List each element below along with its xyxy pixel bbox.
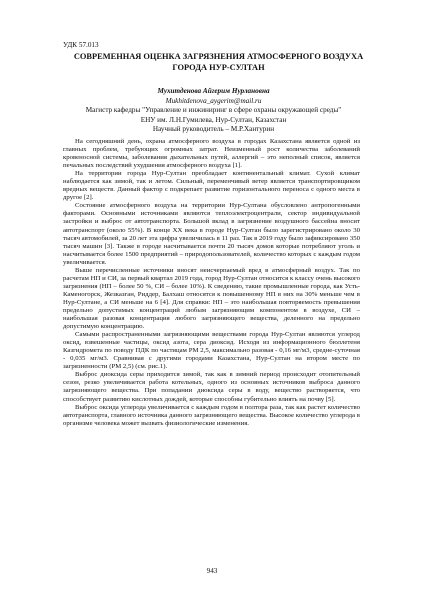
body-paragraph: Самыми распространенными загрязняющими веществами города Нур-Султан являются углерод оксид, взвешенные частицы, оксид азота, сера диоксид. Исходя из информационного бюллетеня Казгидромета по поводу ПДК по частицам РМ 2,5, максимально разовая - 0,16 мг/м3, средне-суточная - 0,035 мг/м3. Сравнивая с другими городами Казахстана, Нур-Султан на втором месте по загрязненности (РМ 2,5) (см. рис.1). <box>63 331 360 371</box>
scientific-supervisor: Научный руководитель – М.Р.Хантурин <box>152 125 275 134</box>
author-name: Мухитденова Айгерим Нурлановна <box>157 87 270 95</box>
page-number: 943 <box>206 567 218 575</box>
author-position: Магистр кафедры "Управление и инжиниринг в сфере охраны окружающей среды" <box>85 106 342 115</box>
body-paragraph: На сегодняшний день, охрана атмосферного воздуха в городах Казахстана является одной из главных проблем, требующих огромных затрат. Неизменный рост количества заболеваний кровеносной системы, заболевания дыхательных путей, аллергий – это неполный список, является печальных последствий ухудшения атмосферного воздуха [1]. <box>63 138 360 170</box>
author-block <box>40 87 387 135</box>
article-body <box>63 138 360 428</box>
author-affiliation: ЕНУ им. Л.Н.Гумилева, Нур-Султан, Казахстан <box>140 115 287 124</box>
body-paragraph: На территории города Нур-Султан преобладает континентальный климат. Сухой климат наблюдается как зимой, так и летом. Сильный, переменчивый ветер является транспортировщиком вредных веществ. Данный фактор с подкрепает развитие горизонтального переноса с одного места в другое [2]. <box>63 170 360 202</box>
udk-code: УДК 57.013 <box>63 41 99 49</box>
body-paragraph: Выше перечисленные источники вносят неисчерпаемый вред в атмосферный воздух. Так по расчетам НП и СИ, за первый квартал 2019 года, город Нур-Султан относится к классу очень высокого загрязнения (НП – более 50 %, СИ – более 10%). К сведению, такие промышленные города, как Усть-Каменогорск, Жезказган, Риддер, Балхаш относятся к повышенному НП в них на 30% меньше чем в Нур-Султане, а СИ меньше на 6 [4]. Для справки: НП – это наибольшая повторяемость превышения предельно допустимых концентраций любым загрязняющим компонентом в воздухе, СИ – наибольшая разовая концентрация любого загрязняющего вещества, деленного на предельно допустимую концентрацию. <box>63 266 360 331</box>
body-paragraph: Выброс диоксида серы приходится зимой, так как в зимний период происходит отопительный сезон, резко увеличивается работа котельных, одного из основных источников выброса данного загрязняющего вещества. При попадании диоксида серы в воду, вещество растворяется, что способствует развитию кислотных дождей, которые способны губительно влиять на почву [5]. <box>63 371 360 403</box>
body-paragraph: Выброс оксида углерода увеличивается с каждым годом в полтора раза, так как растет количество автотранспорта, главного источника данного загрязняющего вещества. Высокое количество углерода в организме человека может вызвать физиологические изменения. <box>63 403 360 427</box>
body-paragraph: Состояние атмосферного воздуха на территории Нур-Султана обусловлено антропогенными факторами. Основными источниками являются теплоэлектроцентрали, сектор индивидуальной застройки и выброс от автотранспорта. Большой вклад в загрязнение воздушного бассейна вносит автотранспорт (около 55%). В конце XX века в городе Нур-Султан было зарегистрировано около 30 тысяч автомобилей, за 20 лет эта цифра увеличилась в 11 раз. Так в 2019 году было зафиксировано 350 тысяч машин [3]. Также в городе насчитывается почти 20 тысяч домов которые потребляют уголь и насчитывается более 1500 предприятий – природопользователей, количество которых с каждым годом увеличивается. <box>63 202 360 266</box>
author-email: Mukhitdenova_aygerim@mail.ru <box>165 96 262 105</box>
article-title: СОВРЕМЕННАЯ ОЦЕНКА ЗАГРЯЗНЕНИЯ АТМОСФЕРНОГО ВОЗДУХА ГОРОДА НУР-СУЛТАН <box>73 52 364 72</box>
